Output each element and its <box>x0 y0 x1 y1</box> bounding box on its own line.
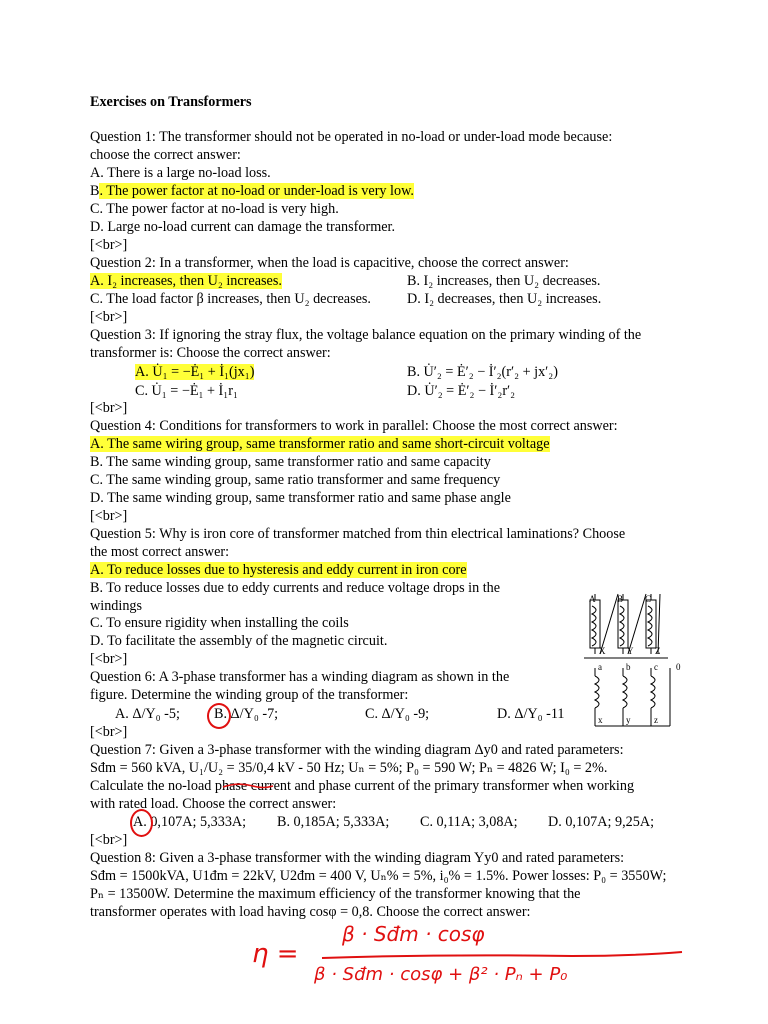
q4-stem: Question 4: Conditions for transformers to work in parallel: Choose the most correct answer: <box>90 418 618 434</box>
q8-stem-line1: Question 8: Given a 3-phase transformer with the winding diagram Yy0 and rated parameters: <box>90 850 625 866</box>
q5-stem-line1: Question 5: Why is iron core of transformer matched from thin electrical laminations? Choose <box>90 526 626 542</box>
q6-stem-line1: Question 6: A 3-phase transformer has a winding diagram as shown in the <box>90 669 510 685</box>
q5-stem-line2: the most correct answer: <box>90 544 230 560</box>
q7-option-a: A. 0,107A; 5,333A; <box>133 814 247 830</box>
fig-label-0: 0 <box>676 662 681 672</box>
q1-stem-line1: Question 1: The transformer should not be operated in no-load or under-load mode because: <box>90 129 613 145</box>
q3-option-b: B. U̇′₂ = Ė′₂ − İ′₂(r′₂ + jx′₂) <box>407 364 558 380</box>
q5-option-a: A. To reduce losses due to hysteresis and eddy current in iron core <box>90 562 467 578</box>
fraction-bar <box>322 952 682 958</box>
q3-stem-line2: transformer is: Choose the correct answer: <box>90 345 331 361</box>
q3-separator: [<br>] <box>90 400 128 416</box>
q3-option-a: A. U̇₁ = −Ė₁ + İ₁(jx₁) <box>135 364 255 380</box>
q2-stem: Question 2: In a transformer, when the load is capacitive, choose the correct answer: <box>90 255 569 271</box>
q7-stem-line3: Calculate the no-load phase current and phase current of the primary transformer when working <box>90 778 635 794</box>
q8-stem-line3: Pₙ = 13500W. Determine the maximum efficiency of the transformer knowing that the <box>90 886 581 902</box>
q7-option-c: C. 0,11A; 3,08A; <box>420 814 518 830</box>
underline-phase <box>223 784 273 787</box>
q6-option-a: A. Δ/Y₀ -5; <box>115 706 180 722</box>
q4-option-c: C. The same winding group, same ratio transformer and same frequency <box>90 472 501 488</box>
q7-option-d: D. 0,107A; 9,25A; <box>548 814 655 830</box>
q4-option-d: D. The same winding group, same transformer ratio and same phase angle <box>90 490 511 506</box>
q7-separator: [<br>] <box>90 832 128 848</box>
fig-label-A: A <box>589 594 596 604</box>
q8-stem-line4: transformer operates with load having cosφ = 0,8. Choose the correct answer: <box>90 904 531 920</box>
q1-option-b-text: . The power factor at no-load or under-load is very low. <box>99 183 414 199</box>
q4-option-b: B. The same winding group, same transformer ratio and same capacity <box>90 454 491 470</box>
q2-option-b: B. I₂ increases, then U₂ decreases. <box>407 273 601 289</box>
q6-option-d: D. Δ/Y₀ -11 <box>497 706 565 722</box>
q3-option-d: D. U̇′₂ = Ė′₂ − İ′₂r′₂ <box>407 383 516 399</box>
q3-option-c: C. U̇₁ = −Ė₁ + İ₁r₁ <box>135 383 238 399</box>
q1-separator: [<br>] <box>90 237 128 253</box>
q6-separator: [<br>] <box>90 724 128 740</box>
q5-option-b-line2: windings <box>90 598 143 614</box>
q5-separator: [<br>] <box>90 651 128 667</box>
fig-label-y: y <box>626 715 631 725</box>
fig-label-x: x <box>598 715 603 725</box>
fig-label-X: X <box>599 646 606 656</box>
q6-option-b: B. Δ/Y₀ -7; <box>214 706 279 722</box>
q1-stem-line2: choose the correct answer: <box>90 147 241 163</box>
q4-option-a: A. The same wiring group, same transformer ratio and same short-circuit voltage <box>90 436 550 452</box>
q3-stem-line1: Question 3: If ignoring the stray flux, the voltage balance equation on the primary winding of the <box>90 327 642 343</box>
q5-option-d: D. To facilitate the assembly of the magnetic circuit. <box>90 633 388 649</box>
q8-stem-line2: Sđm = 1500kVA, U1đm = 22kV, U2đm = 400 V, Uₙ% = 5%, i₀% = 1.5%. Power losses: P₀ = 3550W; <box>90 868 667 884</box>
fig-label-C: C <box>645 594 652 604</box>
handwritten-numerator: β · Sđm · cosφ <box>342 922 485 946</box>
fig-label-z: z <box>654 715 658 725</box>
fig-label-Z: Z <box>655 646 661 656</box>
q6-option-c: C. Δ/Y₀ -9; <box>365 706 430 722</box>
q7-stem-line4: with rated load. Choose the correct answer: <box>90 796 337 812</box>
q4-separator: [<br>] <box>90 508 128 524</box>
q2-option-a: A. I₂ increases, then U₂ increases. <box>90 273 282 289</box>
q7-stem-line2: Sđm = 560 kVA, U₁/U₂ = 35/0,4 kV - 50 Hz; Uₙ = 5%; P₀ = 590 W; Pₙ = 4826 W; I₀ = 2%. <box>90 760 608 776</box>
fig-label-Y: Y <box>627 646 634 656</box>
q1-option-c: C. The power factor at no-load is very high. <box>90 201 339 217</box>
q2-option-d: D. I₂ decreases, then U₂ increases. <box>407 291 602 307</box>
handwritten-eta: η = <box>252 939 299 969</box>
q2-option-c: C. The load factor β increases, then U₂ decreases. <box>90 291 371 307</box>
q2-separator: [<br>] <box>90 309 128 325</box>
fig-label-B: B <box>617 594 624 604</box>
q1-option-b-letter: B <box>90 183 100 199</box>
fig-label-c: c <box>654 662 658 672</box>
handwritten-denominator: β · Sđm · cosφ + β² · Pₙ + P₀ <box>314 964 568 985</box>
q7-stem-line1: Question 7: Given a 3-phase transformer with the winding diagram Δy0 and rated parameters: <box>90 742 624 758</box>
q5-option-b-line1: B. To reduce losses due to eddy currents and reduce voltage drops in the <box>90 580 501 596</box>
q1-option-d: D. Large no-load current can damage the transformer. <box>90 219 396 235</box>
fig-label-b: b <box>626 662 631 672</box>
fig-label-a: a <box>598 662 602 672</box>
q6-stem-line2: figure. Determine the winding group of the transformer: <box>90 687 409 703</box>
page-title: Exercises on Transformers <box>90 94 252 110</box>
q5-option-c: C. To ensure rigidity when installing the coils <box>90 615 349 631</box>
q7-option-b: B. 0,185A; 5,333A; <box>277 814 390 830</box>
q1-option-a: A. There is a large no-load loss. <box>90 165 271 181</box>
